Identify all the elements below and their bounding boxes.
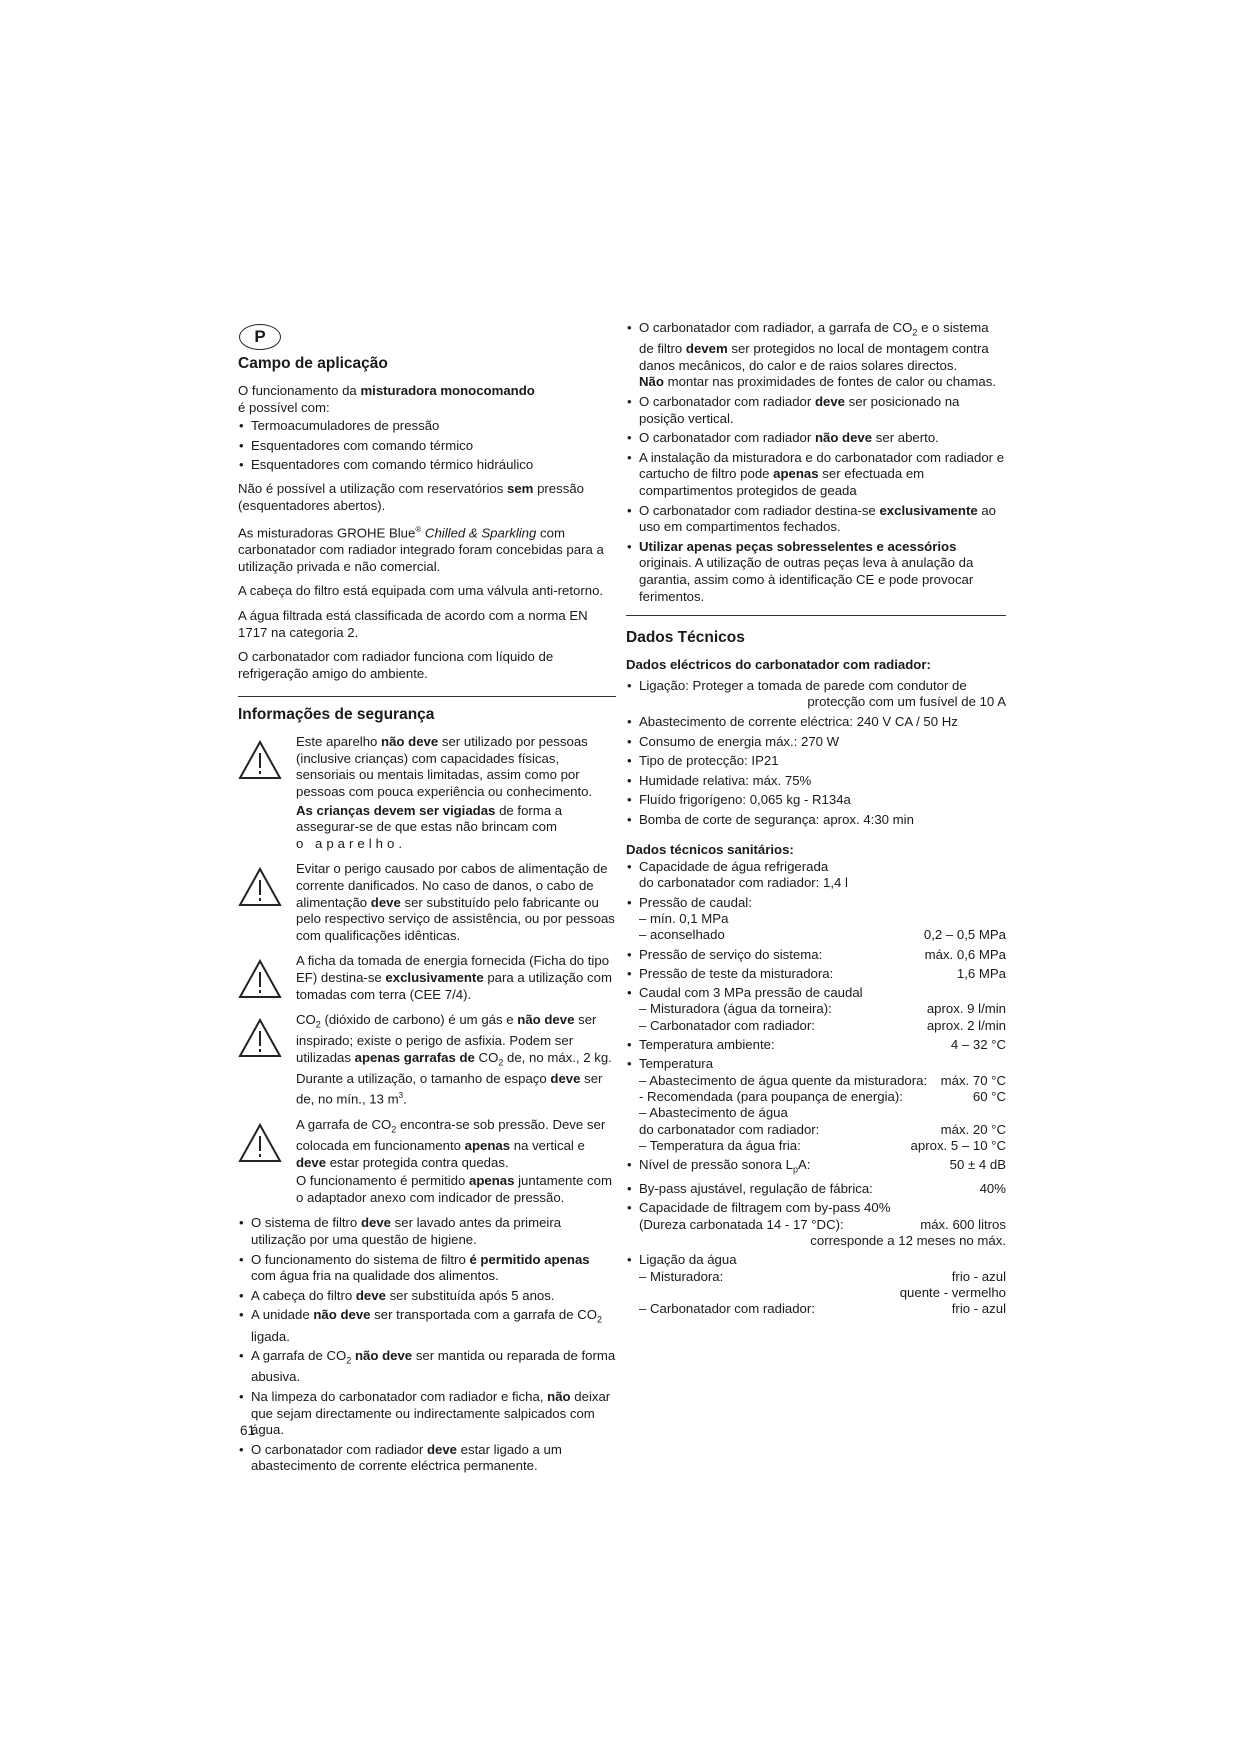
warning-text: A ficha da tomada de energia fornecida (Ficha do tipo EF) destina-se exclusivamente para a utilização com tomadas com terra (CEE 7/4). <box>296 953 612 1002</box>
list-item: • Ligação da água – Misturadora: frio - azul quente - vermelho – Carbonatador com radiador: frio - azul <box>626 1252 1006 1317</box>
warning-text: $CO_2$ (dióxido de carbono) é um gás e não deve ser inspirado; existe o perigo de asfixia. Podem ser utilizadas apenas garrafas de $CO_2$ de, no máx., 2 kg. Durante a utilização, o tamanho de espaço deve ser de, no mín., 13 $m^3$. <box>296 1012 612 1107</box>
list-item: • Caudal com 3 MPa pressão de caudal – Misturadora (água da torneira): aprox. 9 l/min – Carbonatador com radiador: aprox. 2 l/min <box>626 985 1006 1034</box>
warning-text: O funcionamento é permitido apenas juntamente com o adaptador anexo com indicador de pressão. <box>296 1173 612 1205</box>
list-item: • O carbonatador com radiador deve ser posicionado na posição vertical. <box>626 394 1006 427</box>
intro-text: O funcionamento da misturadora monocomando é possível com: <box>238 383 535 415</box>
warning-icon <box>238 1117 296 1209</box>
list-item: • Esquentadores com comando térmico <box>238 438 616 455</box>
warning-block <box>238 734 616 854</box>
warning-block <box>238 1012 616 1110</box>
list-item: • O carbonatador com radiador não deve ser aberto. <box>626 430 1006 447</box>
filtered-water-text: A água filtrada está classificada de acordo com a norma EN 1717 na categoria 2. <box>238 607 588 640</box>
list-item: • A instalação da misturadora e do carbonatador com radiador e cartucho de filtro pode apenas ser efectuada em compartimentos protegidos de geada <box>626 450 1006 500</box>
list-item: • Pressão de teste da misturadora: 1,6 MPa <box>626 966 1006 982</box>
heading-seguranca: Informações de segurança <box>238 706 435 724</box>
list-item: • O carbonatador com radiador, a garrafa de $CO_2$ e o sistema de filtro devem ser protegidos no local de montagem contra danos mecânicos, do calor e de raios solares directos. Não montar nas proximidades de fontes de calor ou chamas. <box>626 320 1006 391</box>
list-item: • By-pass ajustável, regulação de fábrica: 40% <box>626 1181 1006 1197</box>
list-item: • O funcionamento do sistema de filtro é permitido apenas com água fria na qualidade dos alimentos. <box>238 1252 616 1285</box>
right-column <box>626 320 1006 1324</box>
warning-icon <box>238 1012 296 1110</box>
list-item: • Consumo de energia máx.: 270 W <box>626 734 1006 751</box>
warning-icon <box>238 734 296 854</box>
list-item: • O carbonatador com radiador deve estar ligado a um abastecimento de corrente eléctrica permanente. <box>238 1442 616 1475</box>
list-item: • Na limpeza do carbonatador com radiador e ficha, não deixar que sejam directamente ou indirectamente salpicados com água. <box>238 1389 616 1439</box>
refrigerant-text: O carbonatador com radiador funciona com líquido de refrigeração amigo do ambiente. <box>238 649 554 681</box>
warning-text: A garrafa de $CO_2$ encontra-se sob pressão. Deve ser colocada em funcionamento apenas na vertical e deve estar protegida contra quedas. <box>296 1116 606 1170</box>
installation-list <box>626 320 1006 605</box>
sanitary-list <box>626 859 1006 1317</box>
list-item: • Ligação: Proteger a tomada de parede com condutor de protecção com um fusível de 10 A <box>626 678 1006 711</box>
list-item: • A unidade não deve ser transportada com a garrafa de $CO_2$ ligada. <box>238 1307 616 1345</box>
warning-block <box>238 861 616 946</box>
list-item: • Pressão de caudal: – mín. 0,1 MPa – aconselhado 0,2 – 0,5 MPa <box>626 895 1006 944</box>
electrical-list <box>626 678 1006 829</box>
warning-icon <box>238 861 296 946</box>
list-item: • Pressão de serviço do sistema: máx. 0,6 MPa <box>626 947 1006 963</box>
not-possible-text: Não é possível a utilização com reservatórios sem pressão (esquentadores abertos). <box>238 480 584 513</box>
warning-block <box>238 1117 616 1209</box>
list-item: • O sistema de filtro deve ser lavado antes da primeira utilização por uma questão de higiene. <box>238 1215 616 1248</box>
warning-text: As crianças devem ser vigiadas de forma a assegurar-se de que estas não brincam com o aparelho. <box>296 802 563 851</box>
list-item: • A cabeça do filtro deve ser substituída após 5 anos. <box>238 1288 616 1305</box>
page-number: 61 <box>240 1423 256 1438</box>
heading-campo: Campo de aplicação <box>238 355 388 372</box>
list-item: • Bomba de corte de segurança: aprox. 4:30 min <box>626 812 1006 829</box>
language-badge: P <box>239 324 281 350</box>
divider <box>238 696 616 697</box>
list-item: • Abastecimento de corrente eléctrica: 240 V CA / 50 Hz <box>626 714 1006 731</box>
application-list <box>238 418 616 474</box>
list-item: • O carbonatador com radiador destina-se exclusivamente ao uso em compartimentos fechados. <box>626 503 1006 536</box>
list-item: • Capacidade de filtragem com by-pass 40% (Dureza carbonatada 14 - 17 °DC): máx. 600 litros corresponde a 12 meses no máx. <box>626 1200 1006 1249</box>
filter-head-text: A cabeça do filtro está equipada com uma válvula anti-retorno. <box>238 583 604 599</box>
list-item: • Tipo de protecção: IP21 <box>626 753 1006 770</box>
list-item: • Termoacumuladores de pressão <box>238 418 616 435</box>
left-column <box>238 320 616 1482</box>
list-item: • Temperatura – Abastecimento de água quente da misturadora: máx. 70 °C - Recomendada (para poupança de energia): 60 °C – Abastecimento de água do carbonatador com radiador: máx. 20 °C – Temperatura da água fria: aprox. 5 – 10 °C <box>626 1056 1006 1154</box>
safety-list <box>238 1215 616 1475</box>
list-item: • Temperatura ambiente: 4 – 32 °C <box>626 1037 1006 1053</box>
divider <box>626 615 1006 616</box>
heading-dados: Dados Técnicos <box>626 629 745 647</box>
grohe-text: As misturadoras GROHE Blue® Chilled & Sparkling com carbonatador com radiador integrado foram concebidas para a utilização privada e não comercial. <box>238 525 604 574</box>
list-item: • Fluído frigorígeno: 0,065 kg - R134a <box>626 792 1006 809</box>
heading-sanit: Dados técnicos sanitários: <box>626 842 794 858</box>
list-item: • Capacidade de água refrigerada do carbonatador com radiador: 1,4 l <box>626 859 1006 892</box>
list-item: • Esquentadores com comando térmico hidráulico <box>238 457 616 474</box>
warning-text: Este aparelho não deve ser utilizado por pessoas (inclusive crianças) com capacidades físicas, sensoriais ou mentais limitadas, assim como por pessoas com pouca experiência ou conhecimento. <box>296 734 593 800</box>
list-item: • Humidade relativa: máx. 75% <box>626 773 1006 790</box>
list-item: • Utilizar apenas peças sobresselentes e acessórios originais. A utilização de outras peças leva à anulação da garantia, assim como à identificação CE e pode provocar ferimentos. <box>626 539 1006 605</box>
list-item: • A garrafa de $CO_2$ não deve ser mantida ou reparada de forma abusiva. <box>238 1348 616 1386</box>
warning-text: Evitar o perigo causado por cabos de alimentação de corrente danificados. No caso de danos, o cabo de alimentação deve ser substituído pelo fabricante ou pelo respectivo serviço de assistência, ou por pessoas com qualificações idênticas. <box>296 861 615 943</box>
warning-icon <box>238 953 296 1005</box>
warning-block <box>238 953 616 1005</box>
list-item: • Nível de pressão sonora $L_pA$: 50 ± 4 dB <box>626 1157 1006 1178</box>
heading-elec: Dados eléctricos do carbonatador com radiador: <box>626 657 931 673</box>
